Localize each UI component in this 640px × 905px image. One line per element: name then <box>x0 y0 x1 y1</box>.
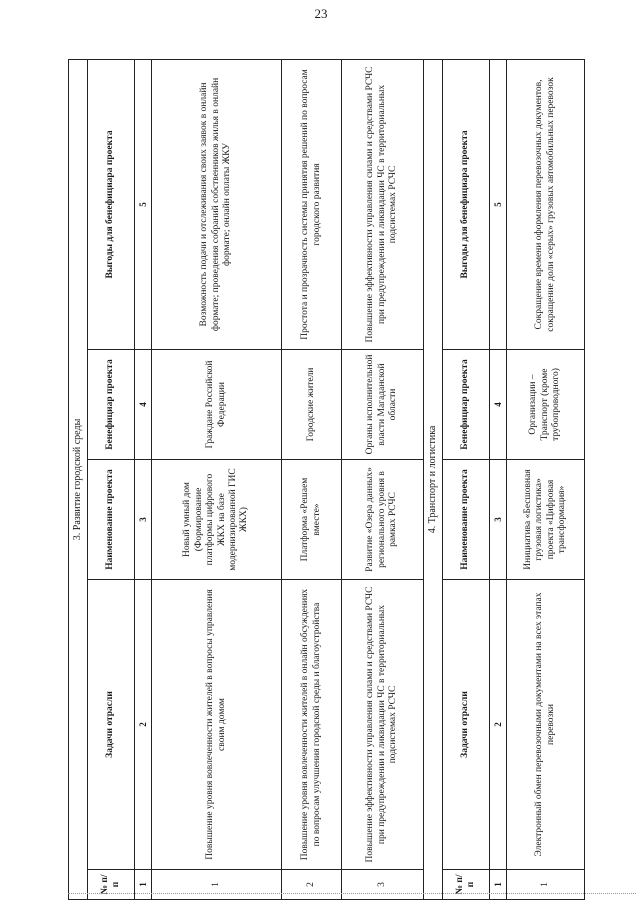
table-row <box>342 59 424 899</box>
table-row <box>282 59 342 899</box>
row-benefits: Сокращение времени оформления перевозочных документов, сокращение доли «серых» грузовых автомобильных перевозок <box>507 59 585 349</box>
row-project: Инициатива «Бесшовная грузовая логистика» проекта «Цифровая трансформация» <box>507 460 585 580</box>
header-benefits: Выгоды для бенефициара проекта <box>443 59 490 349</box>
column-number-row <box>135 59 152 899</box>
page-number: 23 <box>314 6 328 21</box>
row-num: 1 <box>507 870 585 900</box>
table-row <box>152 59 282 899</box>
table-row <box>507 59 585 899</box>
header-beneficiary: Бенефициар проекта <box>443 350 490 460</box>
column-number-row <box>490 59 507 899</box>
row-project: Платформа «Решаем вместе» <box>282 460 342 580</box>
header-num: № п/п <box>88 870 135 900</box>
row-num: 1 <box>152 870 282 900</box>
header-num: № п/п <box>443 870 490 900</box>
header-row <box>443 59 490 899</box>
row-task: Электронный обмен перевозочными документами на всех этапах перевозки <box>507 580 585 870</box>
header-benefits: Выгоды для бенефициара проекта <box>88 59 135 349</box>
row-task: Повышение эффективности управления силами и средствами РСЧС при предупреждении и ликвидации ЧС в территориальных подсистемах РСЧС <box>342 580 424 870</box>
row-task: Повышение уровня вовлеченности жителей в вопросы управления своим домом <box>152 580 282 870</box>
column-number: 5 <box>490 59 507 349</box>
row-num: 2 <box>282 870 342 900</box>
row-benefits: Возможность подачи и отслеживания своих заявок в онлайн формате; проведения собраний собственников жилья в онлайн формате; онлайн оплаты ЖКУ <box>152 59 282 349</box>
column-number: 1 <box>135 870 152 900</box>
column-number: 3 <box>135 460 152 580</box>
column-number: 2 <box>135 580 152 870</box>
section-title: 4. Транспорт и логистика <box>424 59 443 899</box>
column-number: 2 <box>490 580 507 870</box>
column-number: 4 <box>490 350 507 460</box>
row-benefits: Повышение эффективности управления силами и средствами РСЧС при предупреждении и ликвидации ЧС в территориальных подсистемах РСЧС <box>342 59 424 349</box>
row-beneficiary: Организации – Транспорт (кроме трубопроводного) <box>507 350 585 460</box>
row-num: 3 <box>342 870 424 900</box>
header-project: Наименование проекта <box>88 460 135 580</box>
header-project: Наименование проекта <box>443 460 490 580</box>
section-row <box>424 59 443 899</box>
row-project: Развитие «Озера данных» регионального уровня в рамках РСЧС <box>342 460 424 580</box>
scan-edge-divider <box>68 893 636 894</box>
header-tasks: Задачи отрасли <box>443 580 490 870</box>
header-beneficiary: Бенефициар проекта <box>88 350 135 460</box>
row-task: Повышение уровня вовлеченности жителей в онлайн обсуждениях по вопросам улучшения городской среды и благоустройства <box>282 580 342 870</box>
row-benefits: Простота и прозрачность системы принятия решений по вопросам городского развития <box>282 59 342 349</box>
column-number: 1 <box>490 870 507 900</box>
row-beneficiary: Органы исполнительной власти Магаданской области <box>342 350 424 460</box>
column-number: 5 <box>135 59 152 349</box>
column-number: 4 <box>135 350 152 460</box>
header-tasks: Задачи отрасли <box>88 580 135 870</box>
section-row <box>69 59 88 899</box>
rotated-table-container <box>68 60 628 900</box>
header-row <box>88 59 135 899</box>
row-beneficiary: Городские жители <box>282 350 342 460</box>
column-number: 3 <box>490 460 507 580</box>
row-project: Новый умный дом (Формирование платформы цифрового ЖКХ на базе модернизированной ГИС ЖКХ) <box>152 460 282 580</box>
row-beneficiary: Граждане Российской Федерации <box>152 350 282 460</box>
section-title: 3. Развитие городской среды <box>69 59 88 899</box>
projects-table <box>68 59 585 900</box>
